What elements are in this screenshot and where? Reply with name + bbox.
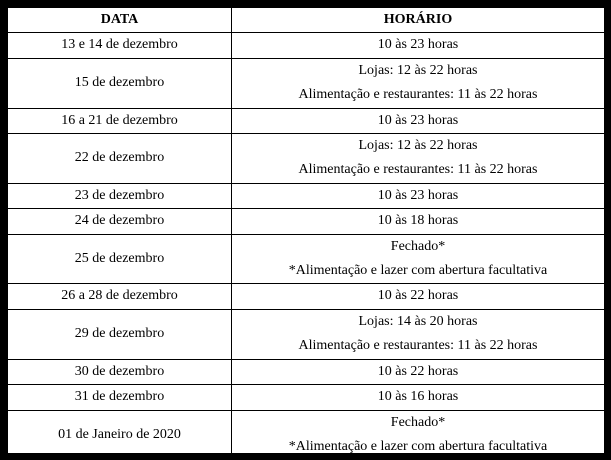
hours-cell [232, 410, 605, 460]
hours-line: Fechado* [390, 238, 446, 254]
hours-cell [232, 209, 605, 234]
hours-line: Lojas: 12 às 22 horas [358, 138, 478, 154]
hours-cell [232, 234, 605, 284]
date-cell: 31 de dezembro [8, 385, 232, 410]
date-cell: 23 de dezembro [8, 183, 232, 208]
hours-line: 10 às 18 horas [377, 213, 459, 229]
hours-cell [232, 58, 605, 108]
table-body [8, 33, 605, 460]
hours-cell [232, 284, 605, 309]
date-cell: 13 e 14 de dezembro [8, 33, 232, 58]
hours-line: 10 às 23 horas [377, 187, 459, 203]
table-row [8, 359, 605, 384]
hours-line: 10 às 22 horas [377, 288, 459, 304]
hours-cell [232, 108, 605, 133]
date-cell: 30 de dezembro [8, 359, 232, 384]
table-row [8, 410, 605, 460]
hours-line: 10 às 16 horas [377, 389, 459, 405]
date-cell: 15 de dezembro [8, 58, 232, 108]
hours-line: 10 às 22 horas [377, 363, 459, 379]
table-row [8, 385, 605, 410]
hours-line: 10 às 23 horas [377, 112, 459, 128]
table-row [8, 183, 605, 208]
table-row [8, 309, 605, 359]
holiday-hours-table [7, 7, 605, 460]
date-cell: 29 de dezembro [8, 309, 232, 359]
hours-line: *Alimentação e lazer com abertura facultativa [288, 438, 548, 454]
date-column-header: DATA [8, 8, 232, 33]
date-cell: 24 de dezembro [8, 209, 232, 234]
schedule-sheet [7, 7, 604, 453]
hours-cell [232, 183, 605, 208]
hours-cell [232, 134, 605, 184]
hours-line: 10 às 23 horas [377, 37, 459, 53]
table-row [8, 209, 605, 234]
table-row [8, 234, 605, 284]
table-row [8, 284, 605, 309]
hours-line: Lojas: 12 às 22 horas [358, 62, 478, 78]
date-cell: 25 de dezembro [8, 234, 232, 284]
header-row [8, 8, 605, 33]
hours-cell [232, 359, 605, 384]
hours-line: Lojas: 14 às 20 horas [358, 313, 478, 329]
table-row [8, 108, 605, 133]
hours-line: Alimentação e restaurantes: 11 às 22 horas [298, 338, 538, 354]
date-cell: 22 de dezembro [8, 134, 232, 184]
hours-line: Alimentação e restaurantes: 11 às 22 horas [298, 162, 538, 178]
hours-line: *Alimentação e lazer com abertura facultativa [288, 263, 548, 279]
hours-cell [232, 33, 605, 58]
date-cell: 01 de Janeiro de 2020 [8, 410, 232, 460]
hours-line: Alimentação e restaurantes: 11 às 22 horas [298, 87, 538, 103]
hours-cell [232, 385, 605, 410]
hours-cell [232, 309, 605, 359]
date-cell: 16 a 21 de dezembro [8, 108, 232, 133]
hours-line: Fechado* [390, 414, 446, 430]
table-row [8, 134, 605, 184]
hours-column-header: HORÁRIO [232, 8, 605, 33]
table-row [8, 33, 605, 58]
date-cell: 26 a 28 de dezembro [8, 284, 232, 309]
table-row [8, 58, 605, 108]
